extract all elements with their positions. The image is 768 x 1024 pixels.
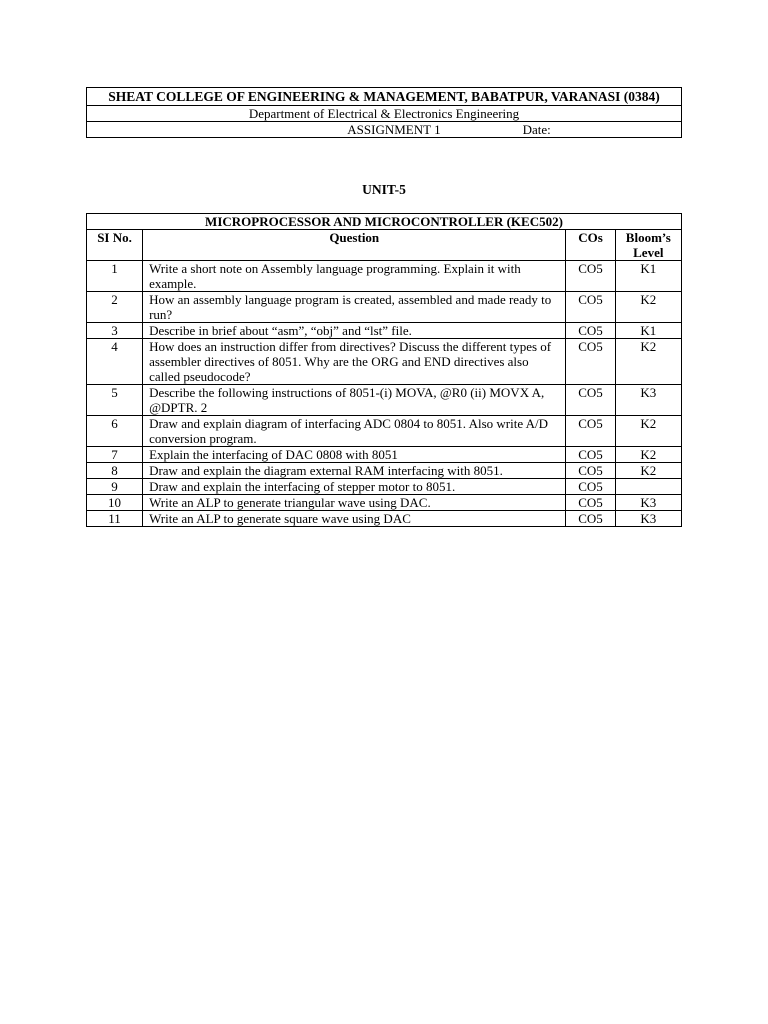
table-row <box>87 292 682 323</box>
row-sl-no: 11 <box>87 511 143 527</box>
row-blooms-level: K1 <box>615 261 681 292</box>
row-co: CO5 <box>566 495 615 511</box>
row-sl-no: 7 <box>87 447 143 463</box>
college-name: SHEAT COLLEGE OF ENGINEERING & MANAGEMENT, BABATPUR, VARANASI (0384) <box>87 88 682 106</box>
row-question: How does an instruction differ from directives? Discuss the different types of assembler directives of 8051. Why are the ORG and END directives also called pseudocode? <box>143 339 566 385</box>
row-co: CO5 <box>566 292 615 323</box>
table-row <box>87 339 682 385</box>
row-sl-no: 3 <box>87 323 143 339</box>
row-blooms-level: K2 <box>615 416 681 447</box>
subject-title: MICROPROCESSOR AND MICROCONTROLLER (KEC502) <box>87 214 682 230</box>
column-header-question: Question <box>143 230 566 261</box>
row-sl-no: 1 <box>87 261 143 292</box>
row-sl-no: 6 <box>87 416 143 447</box>
row-question: Draw and explain the interfacing of stepper motor to 8051. <box>143 479 566 495</box>
assignment-cell <box>87 122 682 138</box>
table-row <box>87 463 682 479</box>
row-question: Draw and explain the diagram external RAM interfacing with 8051. <box>143 463 566 479</box>
row-blooms-level: K3 <box>615 385 681 416</box>
row-question: Write a short note on Assembly language programming. Explain it with example. <box>143 261 566 292</box>
table-row <box>87 385 682 416</box>
row-blooms-level: K1 <box>615 323 681 339</box>
table-row <box>87 416 682 447</box>
column-header-sl-no: SI No. <box>87 230 143 261</box>
table-row <box>87 479 682 495</box>
row-sl-no: 8 <box>87 463 143 479</box>
question-table <box>86 213 682 527</box>
row-question: Write an ALP to generate triangular wave using DAC. <box>143 495 566 511</box>
table-row <box>87 323 682 339</box>
table-header-row <box>87 230 682 261</box>
row-sl-no: 2 <box>87 292 143 323</box>
assignment-row <box>87 122 682 138</box>
department-name: Department of Electrical & Electronics Engineering <box>87 106 682 122</box>
row-co: CO5 <box>566 447 615 463</box>
column-header-cos: COs <box>566 230 615 261</box>
row-sl-no: 9 <box>87 479 143 495</box>
assignment-label: ASSIGNMENT 1 <box>347 122 441 137</box>
row-co: CO5 <box>566 416 615 447</box>
table-row <box>87 447 682 463</box>
row-co: CO5 <box>566 385 615 416</box>
table-row <box>87 511 682 527</box>
row-sl-no: 5 <box>87 385 143 416</box>
college-name-row <box>87 88 682 106</box>
row-co: CO5 <box>566 323 615 339</box>
date-label: Date: <box>522 122 551 137</box>
row-blooms-level: K2 <box>615 463 681 479</box>
question-rows <box>87 261 682 527</box>
department-row <box>87 106 682 122</box>
row-blooms-level: K2 <box>615 447 681 463</box>
row-co: CO5 <box>566 511 615 527</box>
row-sl-no: 10 <box>87 495 143 511</box>
row-question: Describe in brief about “asm”, “obj” and “lst” file. <box>143 323 566 339</box>
college-header-table <box>86 87 682 138</box>
row-blooms-level: K3 <box>615 495 681 511</box>
row-question: How an assembly language program is created, assembled and made ready to run? <box>143 292 566 323</box>
table-row <box>87 261 682 292</box>
row-co: CO5 <box>566 339 615 385</box>
row-question: Draw and explain diagram of interfacing ADC 0804 to 8051. Also write A/D conversion program. <box>143 416 566 447</box>
row-blooms-level <box>615 479 681 495</box>
row-co: CO5 <box>566 463 615 479</box>
row-blooms-level: K3 <box>615 511 681 527</box>
row-question: Describe the following instructions of 8051-(i) MOVA, @R0 (ii) MOVX A, @DPTR. 2 <box>143 385 566 416</box>
subject-row <box>87 214 682 230</box>
row-blooms-level: K2 <box>615 292 681 323</box>
column-header-blooms-level: Bloom’s Level <box>615 230 681 261</box>
row-blooms-level: K2 <box>615 339 681 385</box>
table-row <box>87 495 682 511</box>
row-sl-no: 4 <box>87 339 143 385</box>
row-question: Write an ALP to generate square wave using DAC <box>143 511 566 527</box>
row-co: CO5 <box>566 479 615 495</box>
row-question: Explain the interfacing of DAC 0808 with 8051 <box>143 447 566 463</box>
row-co: CO5 <box>566 261 615 292</box>
unit-title: UNIT-5 <box>362 182 406 197</box>
